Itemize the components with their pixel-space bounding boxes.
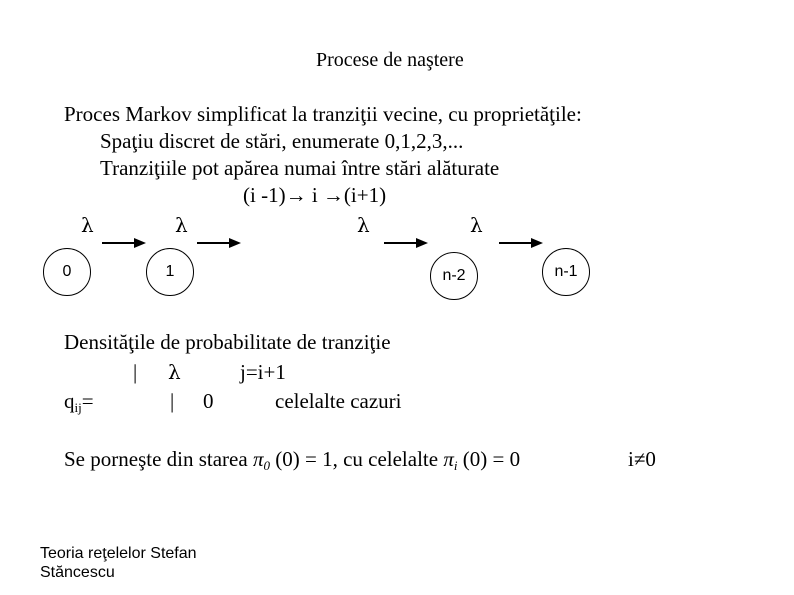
state-node-n-2: n-2: [430, 252, 478, 300]
state-node-0: 0: [43, 248, 91, 296]
footer-line-1: Teoria reţelelor Stefan: [40, 545, 197, 562]
arrow-0-1: [100, 236, 148, 250]
rate-label-2: λ: [357, 213, 370, 237]
rate-label-1: λ: [175, 213, 188, 237]
density-heading: Densităţile de probabilitate de tranziţie: [64, 330, 391, 354]
case2-value: 0: [203, 389, 214, 413]
case1-condition: j=i+1: [240, 360, 286, 384]
state-node-1: 1: [146, 248, 194, 296]
start-text-3: (0) = 0: [457, 447, 521, 471]
start-text-1: Se porneşte din starea: [64, 447, 253, 471]
pi-symbol-i: π: [443, 447, 454, 471]
case2-bar: |: [170, 389, 175, 413]
case2-condition: celelalte cazuri: [275, 389, 402, 413]
case1-bar: |: [133, 360, 138, 384]
q-symbol: q: [64, 389, 75, 413]
start-condition: [64, 449, 520, 472]
rate-label-0: λ: [81, 213, 94, 237]
rate-label-3: λ: [470, 213, 483, 237]
pi-subscript-0: 0: [263, 458, 270, 473]
arrow-n-2-n-1: [497, 236, 545, 250]
q-equals: =: [81, 389, 94, 413]
footer-author: [40, 544, 197, 582]
footer-line-2: Stăncescu: [40, 564, 115, 581]
state-node-n-1: n-1: [542, 248, 590, 296]
bullet-1: Spaţiu discret de stări, enumerate 0,1,2,3,...: [100, 129, 464, 153]
start-text-2: (0) = 1, cu celelalte: [269, 447, 444, 471]
q-ij-label: [64, 391, 94, 414]
transition-rule: (i -1)→ i →(i+1): [243, 183, 387, 207]
q-subscript: ij: [74, 400, 82, 415]
arrow-prev-n-2: [382, 236, 430, 250]
case1-value: λ: [168, 360, 181, 384]
pi-subscript-i: i: [453, 458, 458, 473]
pi-symbol-0: π: [252, 447, 264, 471]
arrow-1-next: [195, 236, 243, 250]
intro-text: Proces Markov simplificat la tranziţii vecine, cu proprietăţile:: [64, 102, 582, 126]
bullet-2: Tranziţiile pot apărea numai între stări alăturate: [100, 156, 500, 180]
start-exception: i≠0: [628, 447, 656, 471]
slide-title: Procese de naştere: [316, 49, 464, 71]
